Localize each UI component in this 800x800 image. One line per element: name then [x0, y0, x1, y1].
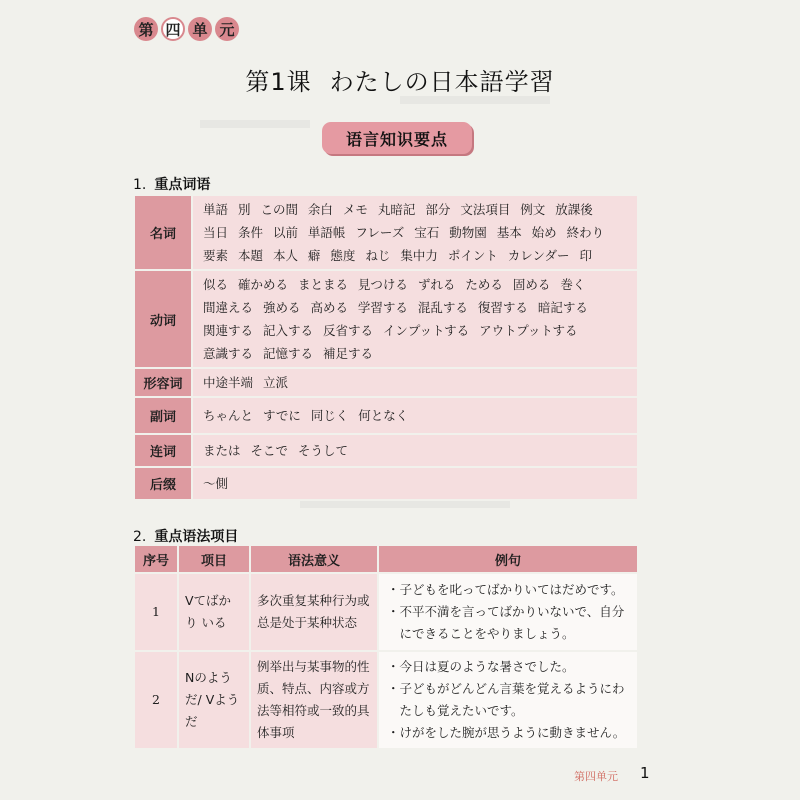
grammar-number: 2: [135, 650, 179, 748]
vocab-row-adjectives: [135, 369, 637, 398]
unit-badge-char: 元: [215, 17, 239, 41]
vocab-section-heading: 1. 重点词语: [133, 177, 211, 193]
section-title: 语言知识要点: [322, 122, 472, 154]
grammar-examples: ・子どもを叱ってばかりいてはだめです。 ・不平不満を言ってばかりいないで、自分 にできることをやりましょう。: [379, 572, 637, 650]
vocab-words: 似る 確かめる まとまる 見つける ずれる ためる 固める 巻く 間違える 強める 高める 学習する 混乱する 復習する 暗記する 関連する 記入する 反省する インプットする アウトプットする 意識する 記憶する 補足する: [193, 271, 637, 367]
unit-badge-char: 单: [188, 17, 212, 41]
vocab-row-verbs: [135, 271, 637, 369]
lesson-title: [0, 62, 800, 97]
unit-badge: [134, 17, 239, 41]
grammar-item: Nのようだ/ Vようだ: [179, 650, 251, 748]
column-header-no: 序号: [135, 546, 179, 572]
vocab-words: 中途半端 立派: [193, 369, 637, 396]
unit-badge-char: 第: [134, 17, 158, 41]
lesson-name: わたしの日本語学習: [329, 68, 555, 96]
grammar-number: 1: [135, 572, 179, 650]
vocab-row-suffixes: [135, 468, 637, 501]
column-header-meaning: 语法意义: [251, 546, 379, 572]
vocab-row-conjunctions: [135, 435, 637, 468]
vocab-words: または そこで そうして: [193, 435, 637, 466]
lesson-number: 第1课: [245, 68, 312, 96]
grammar-table: [135, 546, 637, 748]
grammar-header-row: [135, 546, 637, 572]
vocab-category-label: 连词: [135, 435, 193, 466]
grammar-item: Vてばかり いる: [179, 572, 251, 650]
page-number: 1: [640, 764, 650, 782]
vocab-category-label: 动词: [135, 271, 193, 367]
column-header-item: 项目: [179, 546, 251, 572]
vocab-category-label: 形容词: [135, 369, 193, 396]
vocab-words: ちゃんと すでに 同じく 何となく: [193, 398, 637, 433]
column-header-example: 例句: [379, 546, 637, 572]
grammar-meaning: 例举出与某事物的性 质、特点、内容或方 法等相符或一致的具 体事项: [251, 650, 379, 748]
vocab-category-label: 后缀: [135, 468, 193, 499]
vocab-category-label: 副词: [135, 398, 193, 433]
grammar-examples: ・今日は夏のような暑さでした。 ・子どもがどんどん言葉を覚えるようにわ たしも覚えたいです。 ・けがをした腕が思うように動きません。: [379, 650, 637, 748]
grammar-meaning: 多次重复某种行为或 总是处于某种状态: [251, 572, 379, 650]
grammar-row: [135, 572, 637, 650]
vocab-row-nouns: [135, 196, 637, 271]
grammar-section-heading: 2. 重点语法项目: [133, 529, 239, 545]
vocab-row-adverbs: [135, 398, 637, 435]
vocab-table: [135, 196, 637, 501]
unit-badge-char: 四: [161, 17, 185, 41]
vocab-words: ～側: [193, 468, 637, 499]
footer-unit-label: 第四单元: [574, 770, 618, 783]
grammar-row: [135, 650, 637, 748]
vocab-words: 単語 別 この間 余白 メモ 丸暗記 部分 文法項目 例文 放課後 当日 条件 以前 単語帳 フレーズ 宝石 動物園 基本 始め 終わり 要素 本題 本人 癖 態度 ねじ 集中力 ポイント カレンダー 印: [193, 196, 637, 269]
vocab-category-label: 名词: [135, 196, 193, 269]
